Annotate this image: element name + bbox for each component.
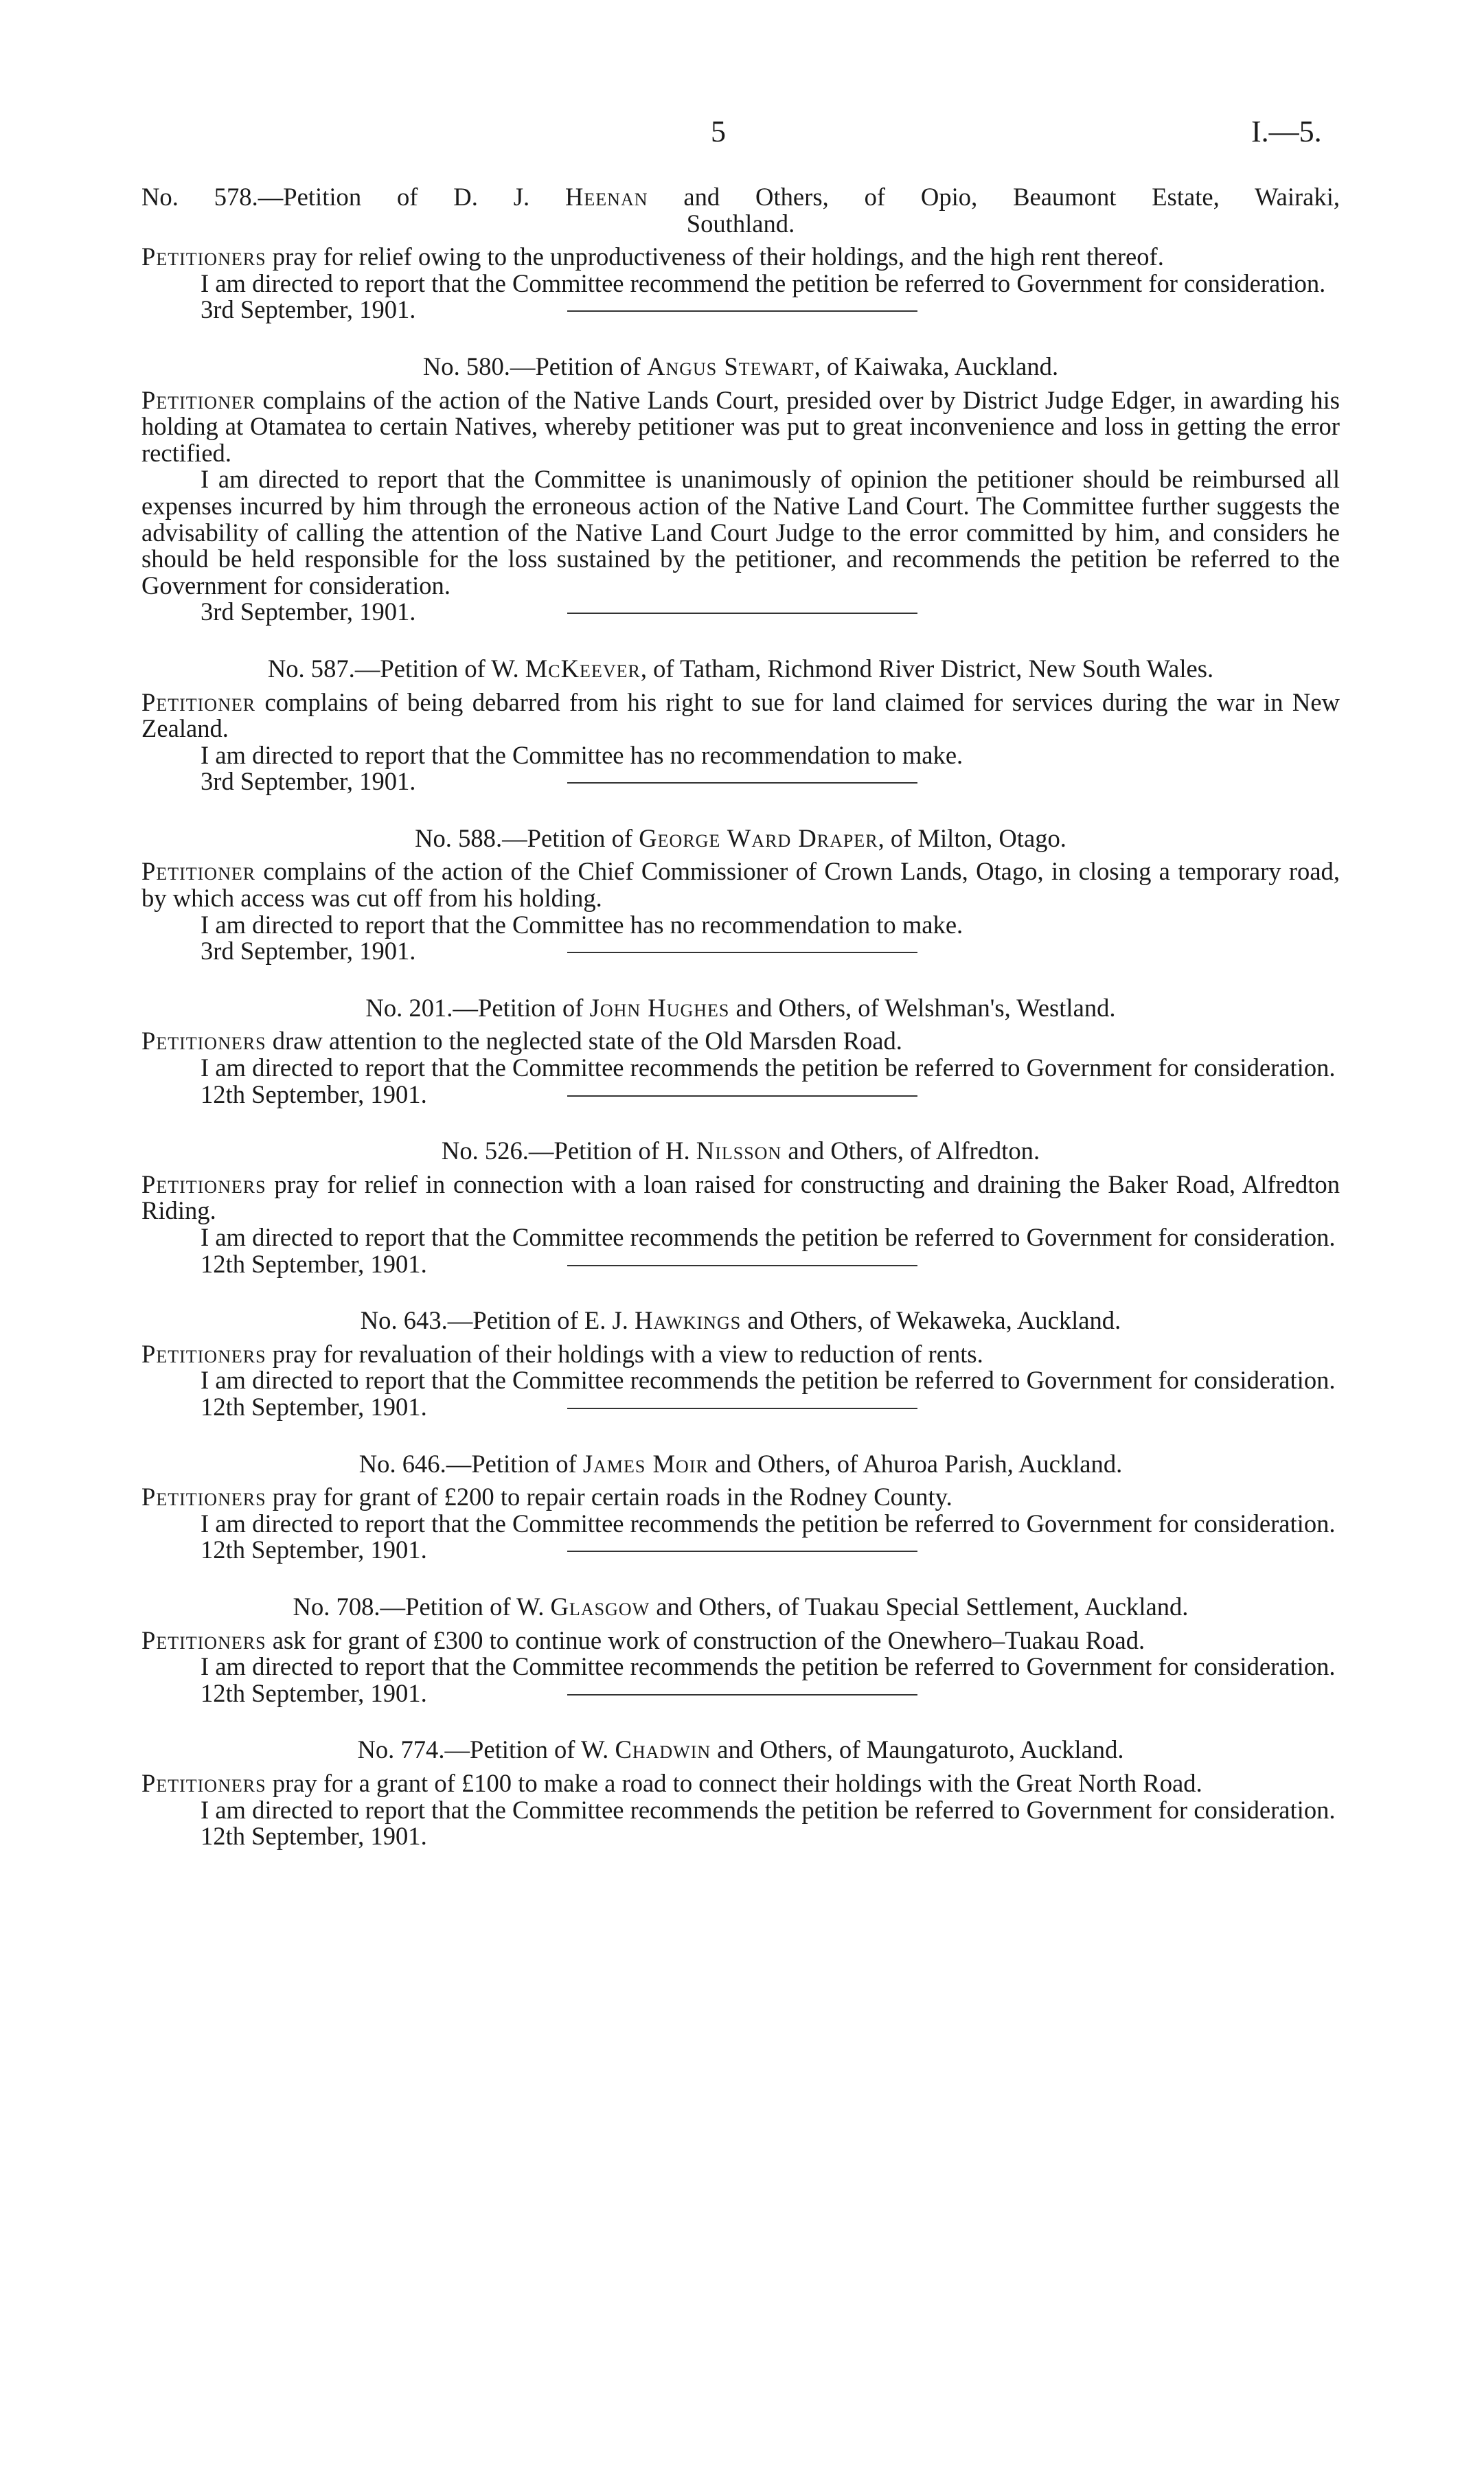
heading-suffix: and Others, of Welshman's, Westland. xyxy=(735,993,1116,1022)
petition-prayer xyxy=(141,1484,1340,1511)
prayer-text: pray for a grant of £100 to make a road to connect their holdings with the Great North Road. xyxy=(272,1768,1202,1797)
heading-prefix: No. 708.—Petition of W. xyxy=(293,1592,545,1621)
heading-prefix: No. 580.—Petition of xyxy=(422,352,641,380)
prayer-lead: Petitioners xyxy=(141,1768,266,1797)
petitioner-name: Hawkings xyxy=(635,1306,742,1335)
report-date xyxy=(141,599,1340,626)
petition-entry xyxy=(141,1138,1340,1277)
page-number: 5 xyxy=(711,115,726,148)
committee-report: I am directed to report that the Committee recommends the petition be referred to Government for consideration. xyxy=(201,1053,1336,1082)
report-date xyxy=(141,1823,1340,1850)
petition-entry xyxy=(141,184,1340,323)
report-date-text: 12th September, 1901. xyxy=(201,1678,427,1707)
committee-report: I am directed to report that the Committee recommends the petition be referred to Government for consideration. xyxy=(201,1652,1336,1681)
petition-heading xyxy=(141,184,1340,237)
petition-heading xyxy=(141,995,1340,1022)
heading-suffix: and Others, of Tuakau Special Settlement, Auckland. xyxy=(656,1592,1189,1621)
petition-entry xyxy=(141,1737,1340,1849)
petitioner-name: McKeever xyxy=(525,654,641,683)
petition-prayer xyxy=(141,1028,1340,1055)
petition-prayer xyxy=(141,1341,1340,1368)
heading-suffix: , of Tatham, Richmond River District, New South Wales. xyxy=(640,654,1214,683)
heading-prefix: No. 587.—Petition of W. xyxy=(267,654,519,683)
prayer-text: pray for relief in connection with a loan raised for constructing and draining the Baker Road, Alfredton Riding. xyxy=(141,1169,1340,1225)
petitioner-name: Chadwin xyxy=(615,1735,711,1764)
prayer-lead: Petitioners xyxy=(141,1483,266,1511)
petitioner-name: Glasgow xyxy=(550,1592,650,1621)
petition-entry xyxy=(141,1451,1340,1564)
prayer-text: draw attention to the neglected state of the Old Marsden Road. xyxy=(272,1027,902,1055)
report-date-text: 12th September, 1901. xyxy=(201,1080,427,1108)
prayer-lead: Petitioners xyxy=(141,1625,266,1654)
separator-rule xyxy=(567,613,917,614)
prayer-text: pray for grant of £200 to repair certain roads in the Rodney County. xyxy=(272,1483,952,1511)
report-date xyxy=(141,1394,1340,1421)
heading-prefix: No. 646.—Petition of xyxy=(358,1449,577,1478)
committee-report: I am directed to report that the Committee recommend the petition be referred to Government for consideration. xyxy=(201,269,1326,297)
petition-heading xyxy=(141,1451,1340,1478)
prayer-text: pray for revaluation of their holdings with a view to reduction of rents. xyxy=(272,1339,983,1368)
heading-suffix: and Others, of Opio, Beaumont Estate, Wairaki, xyxy=(683,183,1340,211)
report-date xyxy=(141,768,1340,795)
separator-rule xyxy=(567,1095,917,1097)
report-date xyxy=(141,1680,1340,1707)
committee-report: I am directed to report that the Committee is unanimously of opinion the petitioner should be reimbursed all expenses incurred by him through the erroneous action of the Native Land Court. The Committee further suggests the advisability of calling the attention of the Native Land Court Judge to the error committed by him, and considers he should be held responsible for the loss sustained by the petitioner, and recommends the petition be referred to the Government for consideration. xyxy=(141,465,1340,600)
heading-suffix: and Others, of Maungaturoto, Auckland. xyxy=(717,1735,1124,1764)
prayer-lead: Petitioner xyxy=(141,857,256,886)
separator-rule xyxy=(567,310,917,312)
report-date xyxy=(141,938,1340,965)
petition-heading xyxy=(141,354,1340,380)
prayer-lead: Petitioner xyxy=(141,385,256,414)
petition-entry xyxy=(141,354,1340,626)
report-date-text: 12th September, 1901. xyxy=(201,1249,427,1278)
report-date xyxy=(141,1251,1340,1278)
petitioner-name: Nilsson xyxy=(696,1137,782,1165)
petition-prayer xyxy=(141,1169,1340,1225)
petition-heading xyxy=(141,1138,1340,1165)
committee-report: I am directed to report that the Committee has no recommendation to make. xyxy=(201,910,963,939)
prayer-text: complains of the action of the Chief Commissioner of Crown Lands, Otago, in closing a temporary road, by which access was cut off from his holding. xyxy=(141,857,1340,913)
petition-prayer xyxy=(141,1770,1340,1797)
petition-heading xyxy=(141,1308,1340,1334)
committee-report: I am directed to report that the Committee recommends the petition be referred to Government for consideration. xyxy=(201,1223,1336,1251)
petition-prayer xyxy=(141,689,1340,742)
prayer-text: complains of the action of the Native Lands Court, presided over by District Judge Edger, in awarding his holding at Otamatea to certain Natives, whereby petitioner was put to great inconvenience and loss in getting the error rectified. xyxy=(141,385,1340,467)
report-date-text: 12th September, 1901. xyxy=(201,1822,427,1851)
petitioner-name: James Moir xyxy=(582,1449,709,1478)
separator-rule xyxy=(567,1551,917,1552)
prayer-lead: Petitioner xyxy=(141,687,256,716)
prayer-lead: Petitioners xyxy=(141,1339,266,1368)
petition-entry xyxy=(141,1308,1340,1420)
heading-prefix: No. 578.—Petition of D. J. xyxy=(141,183,530,211)
heading-prefix: No. 643.—Petition of E. J. xyxy=(360,1306,628,1335)
petition-heading xyxy=(141,1594,1340,1621)
heading-suffix: , of Kaiwaka, Auckland. xyxy=(814,352,1059,380)
heading-prefix: No. 201.—Petition of xyxy=(365,993,584,1022)
committee-report: I am directed to report that the Committee has no recommendation to make. xyxy=(201,740,963,769)
separator-rule xyxy=(567,1265,917,1266)
report-date xyxy=(141,297,1340,323)
report-date-text: 12th September, 1901. xyxy=(201,1535,427,1564)
report-date-text: 3rd September, 1901. xyxy=(201,295,416,324)
heading-suffix: and Others, of Alfredton. xyxy=(788,1137,1040,1165)
petition-prayer xyxy=(141,858,1340,911)
heading-prefix: No. 588.—Petition of xyxy=(415,823,633,852)
petitioner-name: Angus Stewart xyxy=(647,352,814,380)
separator-rule xyxy=(567,1694,917,1696)
petition-heading xyxy=(141,656,1340,683)
separator-rule xyxy=(567,952,917,953)
prayer-text: ask for grant of £300 to continue work of construction of the Onewhero–Tuakau Road. xyxy=(272,1625,1145,1654)
separator-rule xyxy=(567,1408,917,1409)
prayer-text: pray for relief owing to the unproductiveness of their holdings, and the high rent thereof. xyxy=(272,242,1164,271)
petition-entry xyxy=(141,656,1340,795)
committee-report: I am directed to report that the Committee recommends the petition be referred to Government for consideration. xyxy=(201,1366,1336,1395)
heading-suffix: , of Milton, Otago. xyxy=(878,823,1066,852)
heading-suffix: and Others, of Ahuroa Parish, Auckland. xyxy=(714,1449,1123,1478)
report-date-text: 3rd September, 1901. xyxy=(201,597,416,626)
report-date xyxy=(141,1082,1340,1108)
prayer-lead: Petitioners xyxy=(141,1027,266,1055)
separator-rule xyxy=(567,782,917,784)
heading-prefix: No. 774.—Petition of W. xyxy=(357,1735,609,1764)
report-date-text: 12th September, 1901. xyxy=(201,1392,427,1421)
petitioner-name: Heenan xyxy=(564,183,648,211)
petitioner-name: George Ward Draper xyxy=(639,823,878,852)
heading-prefix: No. 526.—Petition of H. xyxy=(441,1137,690,1165)
petition-entry xyxy=(141,825,1340,965)
petition-entry xyxy=(141,995,1340,1108)
petition-prayer xyxy=(141,1625,1340,1654)
petition-prayer xyxy=(141,244,1340,271)
petition-prayer xyxy=(141,387,1340,467)
page-reference: I.—5. xyxy=(1251,115,1322,148)
petition-heading xyxy=(141,825,1340,852)
report-date-text: 3rd September, 1901. xyxy=(201,767,416,796)
report-date xyxy=(141,1537,1340,1564)
petition-entry xyxy=(141,1594,1340,1706)
heading-suffix: and Others, of Wekaweka, Auckland. xyxy=(747,1306,1121,1335)
committee-report: I am directed to report that the Committee recommends the petition be referred to Government for consideration. xyxy=(201,1509,1336,1538)
heading-line-two: Southland. xyxy=(686,209,795,238)
prayer-text: complains of being debarred from his right to sue for land claimed for services during the war in New Zealand. xyxy=(141,687,1340,743)
report-date-text: 3rd September, 1901. xyxy=(201,937,416,966)
petition-heading xyxy=(141,1737,1340,1763)
petitioner-name: John Hughes xyxy=(589,993,730,1022)
committee-report: I am directed to report that the Committee recommends the petition be referred to Government for consideration. xyxy=(201,1795,1336,1824)
petition-list xyxy=(141,184,1340,1850)
prayer-lead: Petitioners xyxy=(141,242,266,271)
prayer-lead: Petitioners xyxy=(141,1169,266,1198)
